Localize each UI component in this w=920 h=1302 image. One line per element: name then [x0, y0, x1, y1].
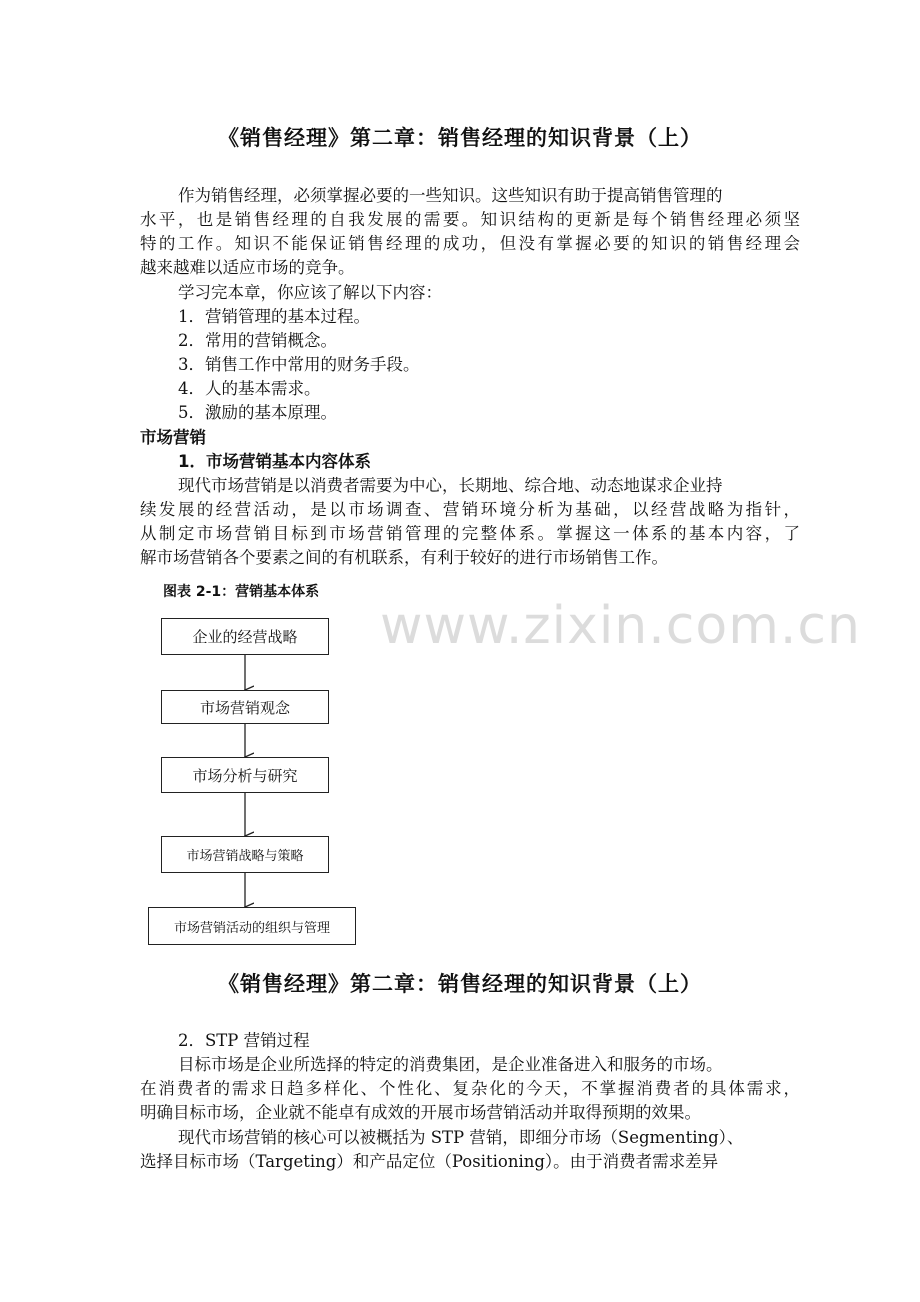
list-item: 2．常用的营销概念。 — [178, 331, 337, 350]
list-item: 4．人的基本需求。 — [178, 379, 321, 398]
figure-caption: 图表 2-1：营销基本体系 — [163, 584, 320, 600]
paragraph-line: 在消费者的需求日趋多样化、个性化、复杂化的今天，不掌握消费者的具体需求， — [140, 1079, 800, 1098]
list-item: 1．营销管理的基本过程。 — [178, 307, 370, 326]
subheading: 2．STP 营销过程 — [178, 1031, 310, 1050]
paragraph-line: 解市场营销各个要素之间的有机联系，有利于较好的进行市场销售工作。 — [140, 548, 668, 567]
watermark: www.zixin.com.cn — [380, 596, 861, 656]
section-heading: 市场营销 — [140, 428, 206, 447]
intro-line: 特的工作。知识不能保证销售经理的成功，但没有掌握必要的知识的销售经理会 — [140, 234, 800, 253]
page-title-repeat: 《销售经理》第二章：销售经理的知识背景（上） — [218, 972, 702, 996]
intro-line: 越来越难以适应市场的竞争。 — [140, 258, 355, 277]
flow-box-concept: 市场营销观念 — [161, 690, 329, 724]
page-title: 《销售经理》第二章：销售经理的知识背景（上） — [218, 126, 702, 150]
intro-line: 水平，也是销售经理的自我发展的需要。知识结构的更新是每个销售经理必须坚 — [140, 210, 800, 229]
flow-box-strategy: 企业的经营战略 — [161, 618, 329, 655]
paragraph-line: 目标市场是企业所选择的特定的消费集团，是企业准备进入和服务的市场。 — [178, 1055, 723, 1074]
flow-box-organization: 市场营销活动的组织与管理 — [148, 907, 356, 945]
paragraph-line: 从制定市场营销目标到市场营销管理的完整体系。掌握这一体系的基本内容，了 — [140, 524, 800, 543]
intro-line: 作为销售经理，必须掌握必要的一些知识。这些知识有助于提高销售管理的 — [178, 186, 723, 205]
flow-box-tactics: 市场营销战略与策略 — [161, 836, 329, 873]
paragraph-line: 现代市场营销的核心可以被概括为 STP 营销，即细分市场（Segmenting）、 — [178, 1128, 744, 1147]
paragraph-line: 续发展的经营活动，是以市场调查、营销环境分析为基础，以经营战略为指针， — [140, 500, 800, 519]
paragraph-line: 现代市场营销是以消费者需要为中心，长期地、综合地、动态地谋求企业持 — [178, 476, 723, 495]
paragraph-line: 明确目标市场，企业就不能卓有成效的开展市场营销活动并取得预期的效果。 — [140, 1103, 701, 1122]
list-item: 5．激励的基本原理。 — [178, 403, 337, 422]
subheading: 1．市场营销基本内容体系 — [178, 452, 371, 471]
flow-box-analysis: 市场分析与研究 — [161, 757, 329, 793]
paragraph-line: 选择目标市场（Targeting）和产品定位（Positioning）。由于消费者需求差异 — [140, 1152, 719, 1171]
learn-intro: 学习完本章，你应该了解以下内容： — [178, 283, 442, 302]
list-item: 3．销售工作中常用的财务手段。 — [178, 355, 420, 374]
